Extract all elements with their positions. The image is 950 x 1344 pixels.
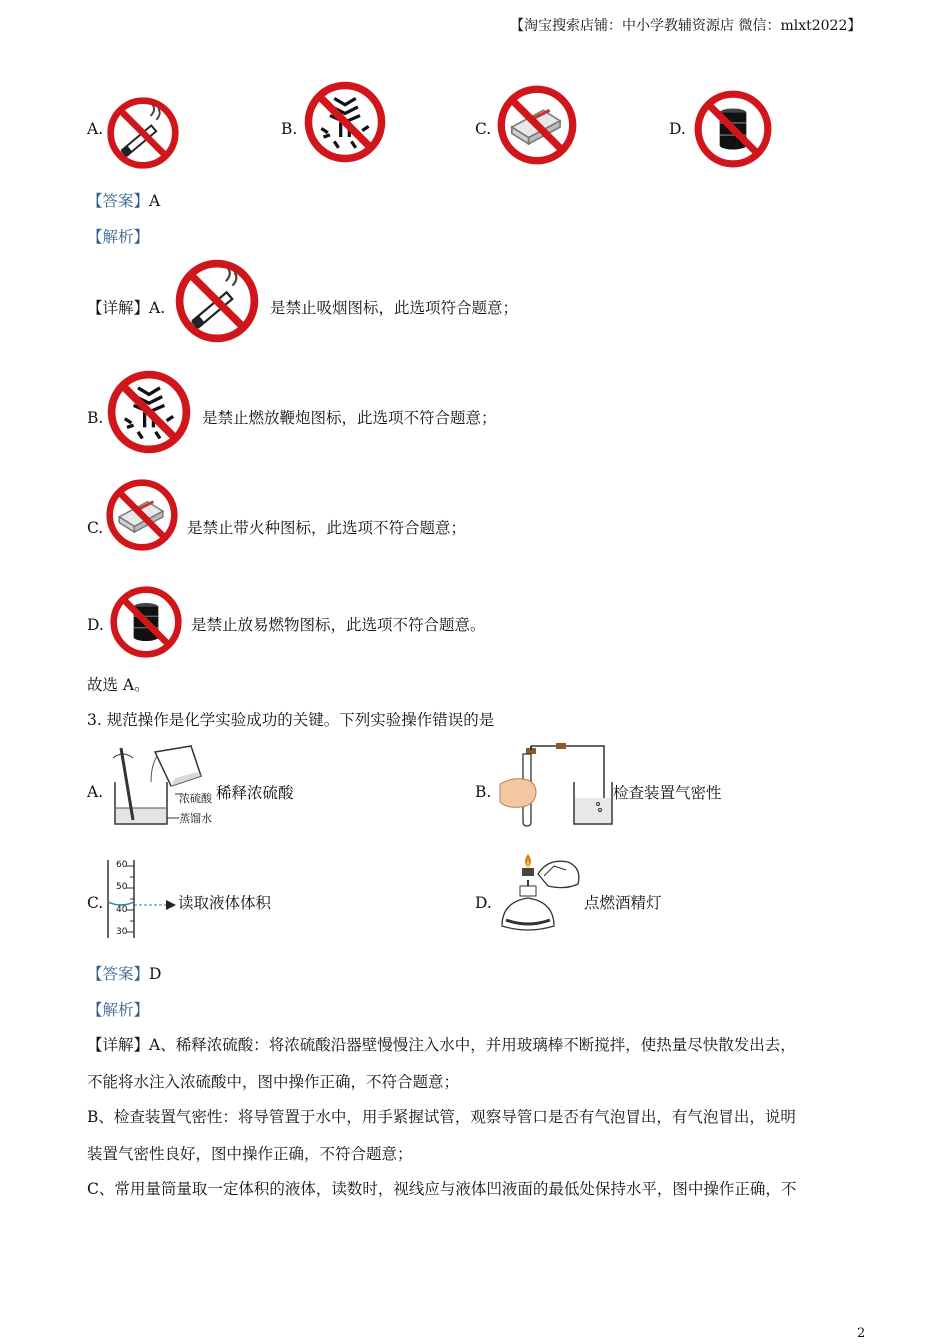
answer-value: A (149, 192, 161, 210)
detail-d-text: 是禁止放易燃物图标，此选项不符合题意。 (191, 616, 486, 634)
q3-answer-row (87, 964, 161, 984)
no-flammables-icon (108, 584, 184, 660)
detail-text: A、稀释浓硫酸：将浓硫酸沿器壁慢慢注入水中，并用玻璃棒不断搅拌，使热量尽快散发出去， (149, 1036, 796, 1054)
tick-label: 60 (116, 860, 128, 870)
detail-a-prefix: A. (149, 299, 166, 317)
analysis-tag: 【解析】 (87, 228, 150, 246)
detail-b-prefix: B. (87, 409, 104, 427)
q3-detail-line-5: C、常用量筒量取一定体积的液体，读数时，视线应与液体凹液面的最低处保持水平，图中操作正确，不 (87, 1180, 797, 1198)
graduated-cylinder-illustration (104, 858, 184, 940)
no-smoking-icon (105, 95, 181, 171)
detail-tag: 【详解】 (87, 299, 150, 317)
alcohol-lamp-illustration (494, 850, 586, 940)
analysis-tag: 【解析】 (87, 1001, 150, 1019)
q3-option-b-label: B. (475, 783, 492, 801)
no-matches-icon (104, 477, 180, 553)
q3-option-a-label: A. (87, 783, 104, 801)
tick-label: 50 (116, 882, 128, 892)
option-d-label: D. (669, 120, 686, 138)
q2-answer-row (87, 191, 160, 211)
answer-tag: 【答案】 (87, 192, 150, 210)
no-fireworks-icon (105, 368, 193, 456)
detail-a-text: 是禁止吸烟图标，此选项符合题意； (270, 299, 519, 317)
page-number: 2 (857, 1326, 866, 1341)
q3-detail-line-1 (87, 1035, 796, 1055)
acid-label: 浓硫酸 (179, 792, 212, 805)
option-b-label: B. (281, 120, 298, 138)
option-a-label: A. (87, 120, 104, 138)
answer-tag: 【答案】 (87, 965, 150, 983)
q3-detail-line-3: B、检查装置气密性：将导管置于水中，用手紧握试管，观察导管口是否有气泡冒出，有气泡冒出，说明 (87, 1108, 796, 1126)
q3-option-c-label: C. (87, 894, 104, 912)
detail-d-prefix: D. (87, 616, 104, 634)
page-header: 【淘宝搜索店铺：中小学教辅资源店 微信：mlxt2022】 (510, 18, 862, 34)
no-fireworks-icon (302, 79, 388, 165)
q3-detail-line-2: 不能将水注入浓硫酸中，图中操作正确，不符合题意； (87, 1073, 460, 1091)
q3-detail-line-4: 装置气密性良好，图中操作正确，不符合题意； (87, 1145, 413, 1163)
airtightness-check-illustration (494, 740, 614, 830)
q3-option-d-label: D. (475, 894, 492, 912)
water-label: 蒸馏水 (179, 812, 212, 825)
option-c-label: C. (475, 120, 492, 138)
detail-b-text: 是禁止燃放鞭炮图标，此选项不符合题意； (202, 409, 497, 427)
detail-a-row (87, 298, 165, 318)
question-3-stem: 3. 规范操作是化学实验成功的关键。下列实验操作错误的是 (87, 711, 495, 729)
q3-option-a-caption: 稀释浓硫酸 (216, 784, 294, 802)
detail-tag: 【详解】 (87, 1036, 150, 1054)
conclusion: 故选 A。 (87, 676, 150, 694)
detail-c-prefix: C. (87, 519, 104, 537)
q3-option-b-caption: 检查装置气密性 (613, 784, 722, 802)
detail-c-text: 是禁止带火种图标，此选项不符合题意； (187, 519, 467, 537)
tick-label: 40 (116, 905, 128, 915)
no-flammables-icon (692, 88, 774, 170)
q3-option-d-caption: 点燃酒精灯 (584, 894, 662, 912)
no-smoking-icon (173, 257, 261, 345)
answer-value: D (149, 965, 162, 983)
no-matches-icon (495, 83, 579, 167)
tick-label: 30 (116, 927, 128, 937)
q3-option-c-caption: 读取液体体积 (178, 894, 272, 912)
